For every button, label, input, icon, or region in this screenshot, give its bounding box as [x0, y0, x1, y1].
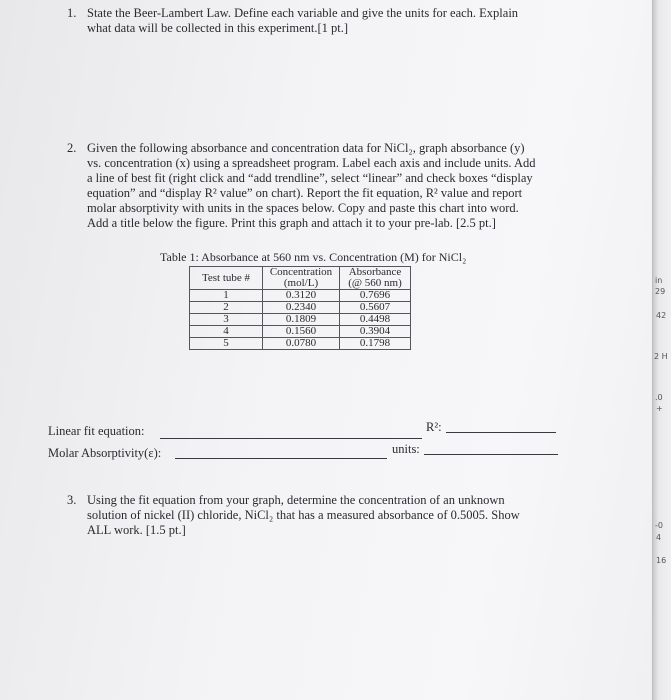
cell-tube: 2	[190, 302, 263, 314]
question-3-text	[87, 493, 520, 538]
table-row	[190, 314, 411, 326]
table-caption: Table 1: Absorbance at 560 nm vs. Concentration (M) for NiCl₂	[160, 250, 467, 264]
cell-concentration: 0.3120	[263, 290, 340, 302]
molar-absorptivity-label: Molar Absorptivity(ε):	[48, 446, 162, 460]
header-concentration-unit: (mol/L)	[283, 277, 319, 289]
r2-blank[interactable]	[446, 432, 556, 433]
header-absorbance-label: Absorbance	[348, 266, 402, 278]
cell-tube: 3	[190, 314, 263, 326]
question-2-line: Add a title below the figure. Print this graph and attach it to your pre-lab. [2.5 pt.]	[87, 216, 496, 230]
cell-tube: 1	[190, 290, 263, 302]
table-header-row	[190, 267, 411, 290]
cell-absorbance: 0.7696	[340, 290, 411, 302]
question-3-number: 3.	[67, 493, 77, 507]
question-2-line: a line of best fit (right click and “add trendline”, select “linear” and check boxes “display	[87, 171, 533, 185]
header-absorbance-unit: (@ 560 nm)	[348, 277, 402, 289]
question-3-line: Using the fit equation from your graph, determine the concentration of an unknown	[87, 493, 505, 507]
question-1-line: what data will be collected in this experiment.[1 pt.]	[87, 21, 349, 35]
cell-absorbance: 0.4498	[340, 314, 411, 326]
question-2-line: equation” and “display R² value” on chart). Report the fit equation, R² value and report	[87, 186, 523, 200]
cell-absorbance: 0.5607	[340, 302, 411, 314]
question-2-line: Given the following absorbance and concentration data for NiCl₂, graph absorbance (y)	[87, 141, 525, 155]
table-row	[190, 326, 411, 338]
edge-mark: in	[655, 276, 663, 285]
question-1-text	[87, 6, 518, 36]
edge-mark: 29	[655, 287, 666, 296]
question-2-line: molar absorptivity with units in the spaces below. Copy and paste this chart into word.	[87, 201, 519, 215]
header-concentration-label: Concentration	[269, 266, 333, 278]
header-test-tube: Test tube #	[190, 267, 263, 290]
units-blank[interactable]	[424, 454, 558, 455]
question-3-line: ALL work. [1.5 pt.]	[87, 523, 186, 537]
cell-concentration: 0.2340	[263, 302, 340, 314]
cell-absorbance: 0.3904	[340, 326, 411, 338]
edge-mark: 16	[656, 556, 667, 565]
question-2-text	[87, 141, 535, 231]
question-3-line: solution of nickel (II) chloride, NiCl₂ that has a measured absorbance of 0.5005. Show	[87, 508, 520, 522]
cell-tube: 4	[190, 326, 263, 338]
molar-absorptivity-blank[interactable]	[175, 458, 387, 459]
cell-absorbance: 0.1798	[340, 338, 411, 350]
edge-mark: 2 H	[654, 352, 668, 361]
linear-fit-blank[interactable]	[160, 438, 422, 439]
cell-concentration: 0.0780	[263, 338, 340, 350]
edge-mark: -0	[655, 521, 663, 530]
linear-fit-label: Linear fit equation:	[48, 424, 145, 438]
question-1-number: 1.	[67, 6, 77, 20]
header-absorbance	[340, 267, 411, 290]
table-row	[190, 290, 411, 302]
edge-mark: +	[656, 404, 663, 413]
table-row	[190, 338, 411, 350]
question-2-number: 2.	[67, 141, 77, 155]
edge-mark: 4	[656, 533, 662, 542]
question-1-line: State the Beer-Lambert Law. Define each variable and give the units for each. Explain	[87, 6, 519, 20]
header-concentration	[263, 267, 340, 290]
absorbance-table	[189, 266, 411, 350]
units-label: units:	[392, 442, 420, 456]
r2-label: R²:	[426, 420, 442, 434]
table-row	[190, 302, 411, 314]
cell-concentration: 0.1809	[263, 314, 340, 326]
edge-mark: 42	[656, 311, 667, 320]
cell-tube: 5	[190, 338, 263, 350]
cell-concentration: 0.1560	[263, 326, 340, 338]
adjacent-page-edge	[652, 0, 671, 700]
edge-mark: .0	[655, 393, 663, 402]
question-2-line: vs. concentration (x) using a spreadsheet program. Label each axis and include units. Add	[87, 156, 536, 170]
